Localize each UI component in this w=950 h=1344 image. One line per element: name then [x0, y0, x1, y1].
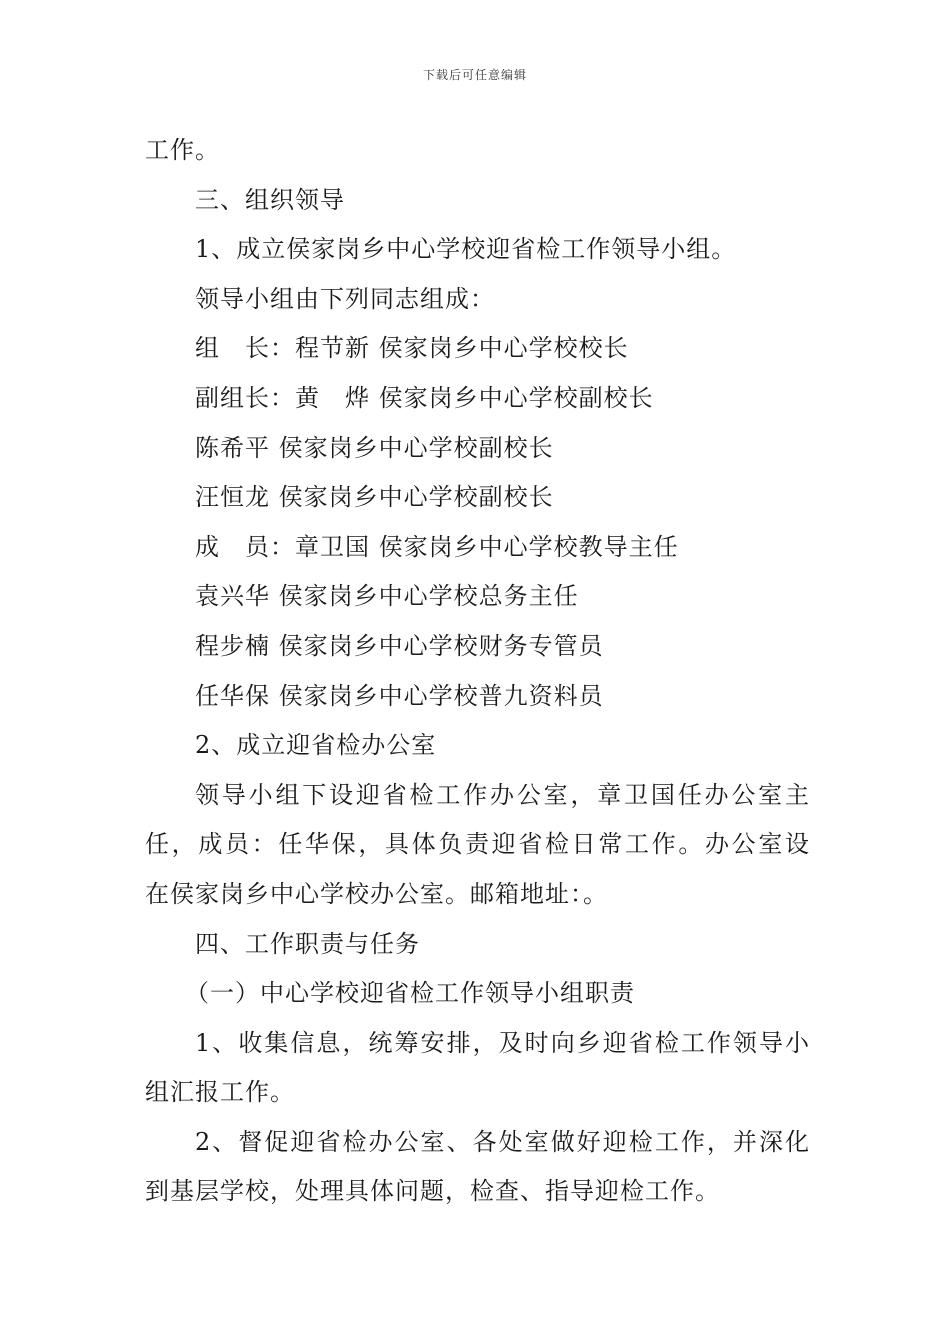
paragraph-line: 在侯家岗乡中心学校办公室。邮箱地址：。 — [145, 879, 608, 908]
member-line: 副组长：黄 烨 侯家岗乡中心学校副校长 — [195, 383, 654, 412]
page-header-note: 下载后可任意编辑 — [422, 68, 527, 82]
section-heading: 四、工作职责与任务 — [195, 929, 420, 958]
paragraph-line: 到基层学校，处理具体问题，检查、指导迎检工作。 — [145, 1177, 720, 1206]
paragraph-line: 2、督促迎省检办公室、各处室做好迎检工作，并深化 — [195, 1127, 810, 1156]
paragraph-line: 1、成立侯家岗乡中心学校迎省检工作领导小组。 — [195, 235, 737, 264]
member-line: 程步楠 侯家岗乡中心学校财务专管员 — [195, 631, 604, 660]
member-line: 陈希平 侯家岗乡中心学校副校长 — [195, 433, 554, 462]
member-line: 成 员：章卫国 侯家岗乡中心学校教导主任 — [195, 532, 679, 561]
section-heading: 三、组织领导 — [195, 185, 345, 214]
member-line: 组 长：程节新 侯家岗乡中心学校校长 — [195, 334, 629, 363]
paragraph-line: 2、成立迎省检办公室 — [195, 731, 437, 760]
paragraph-line: 领导小组由下列同志组成： — [195, 284, 495, 313]
document-body — [145, 126, 810, 1217]
subsection-heading: （一）中心学校迎省检工作领导小组职责 — [185, 979, 635, 1008]
paragraph-line: 任，成员：任华保，具体负责迎省检日常工作。办公室设 — [145, 830, 810, 859]
member-line: 汪恒龙 侯家岗乡中心学校副校长 — [195, 483, 554, 512]
paragraph-line: 工作。 — [145, 136, 220, 164]
member-line: 任华保 侯家岗乡中心学校普九资料员 — [195, 681, 604, 710]
paragraph-line: 组汇报工作。 — [145, 1078, 295, 1107]
paragraph-line: 1、收集信息，统筹安排，及时向乡迎省检工作领导小 — [195, 1028, 810, 1057]
member-line: 袁兴华 侯家岗乡中心学校总务主任 — [195, 582, 579, 611]
paragraph-line: 领导小组下设迎省检工作办公室，章卫国任办公室主 — [195, 780, 810, 809]
